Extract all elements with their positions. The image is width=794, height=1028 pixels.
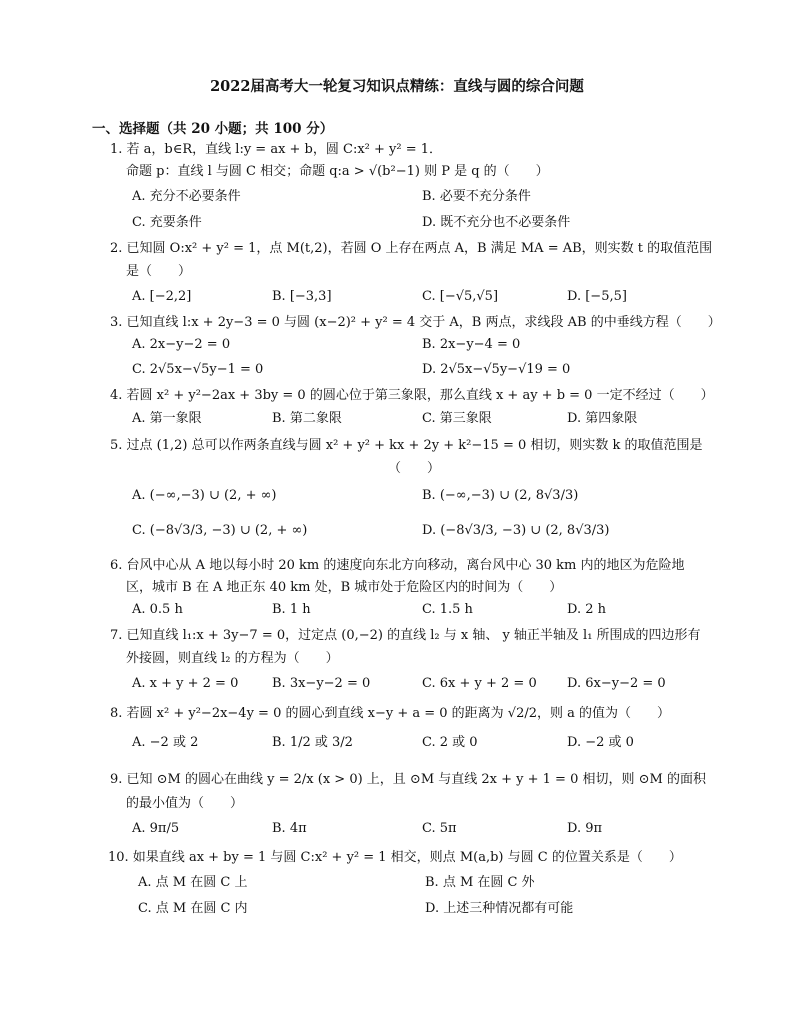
question-1-option-b[interactable]: B. 必要不充分条件 [422, 189, 531, 204]
question-4-option-c[interactable]: C. 第三象限 [422, 411, 492, 426]
question-2-option-b[interactable]: B. [−3,3] [272, 289, 332, 304]
question-2-stem-cont: 是（ ） [126, 264, 192, 279]
question-8-stem: 8. 若圆 x² + y²−2x−4y = 0 的圆心到直线 x−y + a = 0 的距离为 √2/2，则 a 的值为（ ） [110, 706, 671, 721]
question-5-option-c[interactable]: C. (−8√3/3, −3) ∪ (2, + ∞) [132, 523, 308, 538]
question-1-stem-cont: 命题 p：直线 l 与圆 C 相交；命题 q:a > √(b²−1) 则 P 是 q 的（ ） [126, 164, 549, 179]
question-1-option-c[interactable]: C. 充要条件 [132, 215, 202, 230]
question-2-option-a[interactable]: A. [−2,2] [132, 289, 192, 304]
question-8-option-d[interactable]: D. −2 或 0 [567, 735, 634, 750]
question-5-option-b[interactable]: B. (−∞,−3) ∪ (2, 8√3/3) [422, 488, 579, 503]
question-7-stem: 7. 已知直线 l₁:x + 3y−7 = 0，过定点 (0,−2) 的直线 l₂ 与 x 轴、 y 轴正半轴及 l₁ 所围成的四边形有 [110, 628, 701, 643]
question-6-option-b[interactable]: B. 1 h [272, 602, 311, 617]
question-10-stem: 10. 如果直线 ax + by = 1 与圆 C:x² + y² = 1 相交，则点 M(a,b) 与圆 C 的位置关系是（ ） [108, 850, 682, 865]
question-10-option-d[interactable]: D. 上述三种情况都有可能 [425, 901, 574, 916]
question-9-option-d[interactable]: D. 9π [567, 821, 603, 836]
question-8-option-b[interactable]: B. 1/2 或 3/2 [272, 735, 353, 750]
question-2-stem: 2. 已知圆 O:x² + y² = 1，点 M(t,2)，若圆 O 上存在两点 A，B 满足 MA = AB，则实数 t 的取值范围 [110, 241, 713, 256]
question-10-option-b[interactable]: B. 点 M 在圆 C 外 [425, 875, 535, 890]
question-4-option-b[interactable]: B. 第二象限 [272, 411, 342, 426]
question-5-option-a[interactable]: A. (−∞,−3) ∪ (2, + ∞) [132, 488, 277, 503]
question-4-option-d[interactable]: D. 第四象限 [567, 411, 638, 426]
question-3-option-a[interactable]: A. 2x−y−2 = 0 [132, 337, 231, 352]
question-1-stem: 1. 若 a，b∈R，直线 l:y = ax + b，圆 C:x² + y² = 1． [110, 142, 443, 157]
question-5-stem-cont: （ ） [388, 461, 441, 476]
question-6-option-c[interactable]: C. 1.5 h [422, 602, 473, 617]
question-7-option-c[interactable]: C. 6x + y + 2 = 0 [422, 676, 537, 691]
question-4-stem: 4. 若圆 x² + y²−2ax + 3by = 0 的圆心位于第三象限，那么直线 x + ay + b = 0 一定不经过（ ） [110, 388, 714, 403]
question-7-option-b[interactable]: B. 3x−y−2 = 0 [272, 676, 371, 691]
question-3-option-c[interactable]: C. 2√5x−√5y−1 = 0 [132, 362, 264, 377]
question-1-option-d[interactable]: D. 既不充分也不必要条件 [422, 215, 571, 230]
question-9-option-c[interactable]: C. 5π [422, 821, 457, 836]
question-8-option-c[interactable]: C. 2 或 0 [422, 735, 478, 750]
question-2-option-d[interactable]: D. [−5,5] [567, 289, 627, 304]
question-7-option-a[interactable]: A. x + y + 2 = 0 [132, 676, 239, 691]
question-8-option-a[interactable]: A. −2 或 2 [132, 735, 199, 750]
question-6-option-d[interactable]: D. 2 h [567, 602, 606, 617]
question-10-option-c[interactable]: C. 点 M 在圆 C 内 [138, 901, 248, 916]
question-6-stem: 6. 台风中心从 A 地以每小时 20 km 的速度向东北方向移动，离台风中心 30 km 内的地区为危险地 [110, 558, 685, 573]
question-7-stem-cont: 外接圆，则直线 l₂ 的方程为（ ） [126, 651, 339, 666]
section-heading: 一、选择题（共 20 小题；共 100 分） [92, 121, 334, 137]
question-3-stem: 3. 已知直线 l:x + 2y−3 = 0 与圆 (x−2)² + y² = 4 交于 A，B 两点，求线段 AB 的中垂线方程（ ） [110, 315, 721, 330]
question-9-stem-cont: 的最小值为（ ） [126, 796, 244, 811]
question-4-option-a[interactable]: A. 第一象限 [132, 411, 202, 426]
question-9-option-b[interactable]: B. 4π [272, 821, 307, 836]
question-3-option-b[interactable]: B. 2x−y−4 = 0 [422, 337, 521, 352]
question-6-option-a[interactable]: A. 0.5 h [132, 602, 183, 617]
question-9-stem: 9. 已知 ⊙M 的圆心在曲线 y = 2/x (x > 0) 上，且 ⊙M 与直线 2x + y + 1 = 0 相切，则 ⊙M 的面积 [110, 772, 706, 787]
question-2-option-c[interactable]: C. [−√5,√5] [422, 289, 499, 304]
question-5-option-d[interactable]: D. (−8√3/3, −3) ∪ (2, 8√3/3) [422, 523, 610, 538]
question-6-stem-cont: 区，城市 B 在 A 地正东 40 km 处，B 城市处于危险区内的时间为（ ） [126, 580, 563, 595]
question-1-option-a[interactable]: A. 充分不必要条件 [132, 189, 241, 204]
question-9-option-a[interactable]: A. 9π/5 [132, 821, 180, 836]
question-10-option-a[interactable]: A. 点 M 在圆 C 上 [138, 875, 248, 890]
page-title: 2022届高考大一轮复习知识点精练：直线与圆的综合问题 [210, 78, 584, 95]
question-7-option-d[interactable]: D. 6x−y−2 = 0 [567, 676, 666, 691]
question-3-option-d[interactable]: D. 2√5x−√5y−√19 = 0 [422, 362, 571, 377]
question-5-stem: 5. 过点 (1,2) 总可以作两条直线与圆 x² + y² + kx + 2y + k²−15 = 0 相切，则实数 k 的取值范围是 [110, 438, 703, 453]
